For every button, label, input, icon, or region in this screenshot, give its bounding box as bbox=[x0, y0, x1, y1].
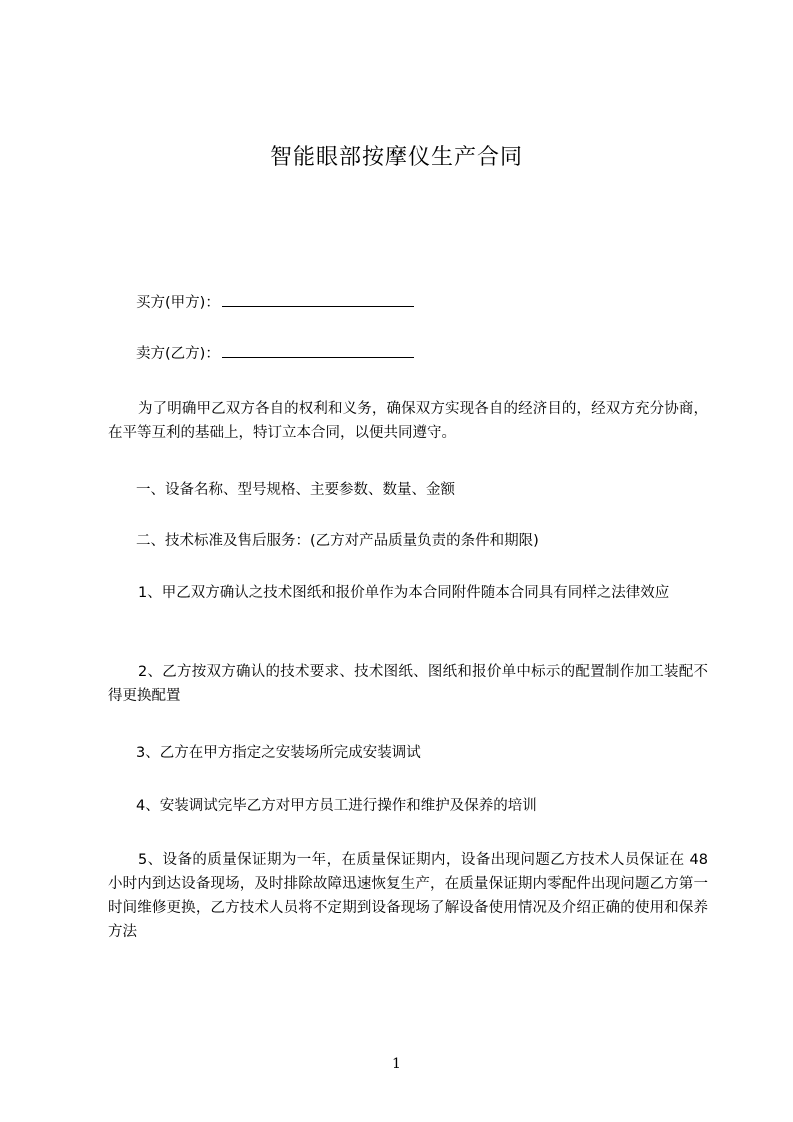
seller-line bbox=[136, 342, 414, 366]
section-2-heading: 二、技术标准及售后服务：(乙方对产品质量负责的条件和期限) bbox=[136, 533, 539, 549]
clause-4: 4、安装调试完毕乙方对甲方员工进行操作和维护及保养的培训 bbox=[136, 798, 537, 814]
buyer-blank bbox=[222, 291, 414, 307]
page-number: 1 bbox=[392, 1056, 401, 1072]
clause-3: 3、乙方在甲方指定之安装场所完成安装调试 bbox=[136, 745, 421, 761]
document-title: 智能眼部按摩仪生产合同 bbox=[269, 145, 523, 170]
clause-1: 1、甲乙双方确认之技术图纸和报价单作为本合同附件随本合同具有同样之法律效应 bbox=[138, 585, 670, 601]
clause-2: 2、乙方按双方确认的技术要求、技术图纸、图纸和报价单中标示的配置制作加工装配不得更换配置 bbox=[108, 664, 708, 704]
buyer-line bbox=[136, 291, 414, 315]
section-1-heading: 一、设备名称、型号规格、主要参数、数量、金额 bbox=[136, 482, 455, 498]
preamble-paragraph: 为了明确甲乙双方各自的权利和义务，确保双方实现各自的经济目的，经双方充分协商，在平等互利的基础上，特订立本合同，以便共同遵守。 bbox=[108, 401, 708, 441]
clause-5: 5、设备的质量保证期为一年，在质量保证期内，设备出现问题乙方技术人员保证在 48 小时内到达设备现场，及时排除故障迅速恢复生产，在质量保证期内零配件出现问题乙方第一时间维修更换，乙方技术人员将不定期到设备现场了解设备使用情况及介绍正确的使用和保养方法 bbox=[108, 852, 708, 940]
seller-blank bbox=[222, 342, 414, 358]
seller-label: 卖方(乙方)： bbox=[136, 346, 220, 362]
buyer-label: 买方(甲方)： bbox=[136, 295, 220, 311]
